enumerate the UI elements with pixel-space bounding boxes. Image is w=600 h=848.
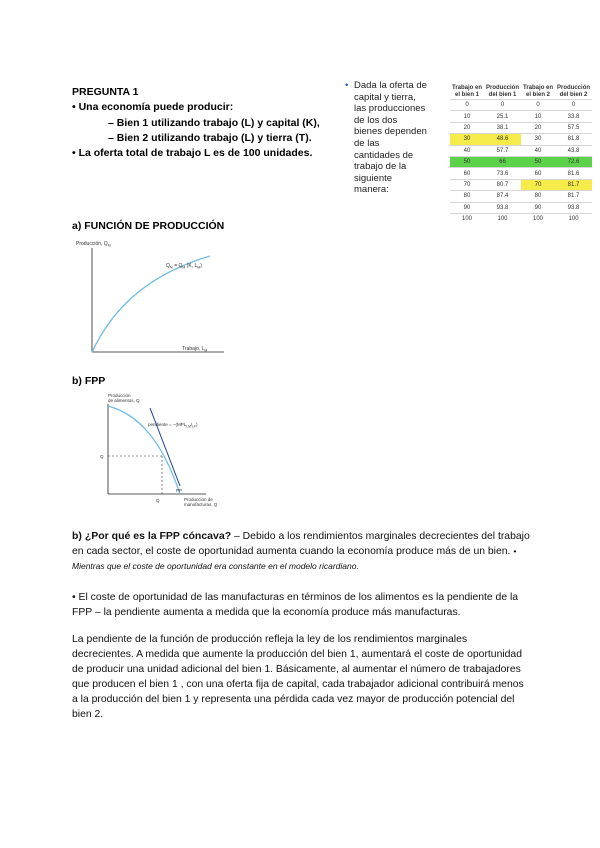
side-note-text: [354, 80, 435, 196]
production-function-paragraph: La pendiente de la función de producción refleja la ley de los rendimientos marginales decrecientes. A medida que aumente la producción del bien 1, aumentará el coste de oportunidad de producir una unidad adicional del bien 1. Básicamente, al aumentar el número de trabajadores que producen el bien 1 , con una oferta fija de capital, cada trabajador adicional contribuirá menos a la producción del bien 1 y representa una pérdida cada vez mayor de producción potencial del bien 2.: [72, 634, 524, 720]
table-body: [450, 100, 592, 225]
table-row: [450, 191, 592, 202]
table-cell: 90: [521, 202, 555, 213]
side-note-line: manera:: [354, 184, 389, 196]
graph-b-ylabel-1: Producción: [108, 393, 131, 398]
graph-b-pp: PP: [176, 488, 183, 493]
ppf-graph: [100, 388, 230, 512]
side-note-line: de las: [354, 137, 380, 149]
table-cell: 100: [450, 213, 484, 224]
table-header-cell: Producción del bien 1: [486, 85, 520, 98]
table-row: [450, 122, 592, 133]
table-row: [450, 145, 592, 156]
table-cell: 0: [450, 100, 484, 111]
question-bullet-3: – Bien 2 utilizando trabajo (L) y tierra (T).: [108, 132, 312, 144]
table-cell: 57.7: [484, 145, 521, 156]
table-header-cell: Trabajo en el bien 1: [452, 85, 483, 98]
table-cell: 70: [521, 179, 555, 190]
table-row: [450, 100, 592, 111]
section-b-title: b) FPP: [72, 375, 106, 387]
table-cell: 0: [484, 100, 521, 111]
opportunity-cost-paragraph: • El coste de oportunidad de las manufacturas en términos de los alimentos es la pendiente de la FPP – la pendiente aumenta a medida que la economía produce más manufacturas.: [72, 592, 519, 618]
graph-b-qf: Q: [100, 454, 104, 459]
table-row: [450, 134, 592, 145]
tangent-line: [150, 408, 180, 486]
table-row: [450, 179, 592, 190]
question-title: PREGUNTA 1: [72, 86, 139, 98]
side-note-bullet: •: [345, 80, 349, 91]
table-row: [450, 213, 592, 224]
table-cell: 10: [521, 111, 555, 122]
table-cell: 40: [450, 145, 484, 156]
table-cell: 73.6: [484, 168, 521, 179]
table-row: [450, 111, 592, 122]
table-cell: 90: [450, 202, 484, 213]
graph-b-slope-label: pendiente = $-(MPL_{LM}/_{LF})$: [148, 422, 198, 429]
table-cell: 80: [521, 191, 555, 202]
production-table: [450, 85, 592, 224]
table-cell: 57.5: [555, 122, 592, 133]
table-cell: 43.8: [555, 145, 592, 156]
table-cell: 70: [450, 179, 484, 190]
table-cell: 0: [521, 100, 555, 111]
table-cell: 100: [555, 213, 592, 224]
table-cell: 20: [450, 122, 484, 133]
table-cell: 50: [450, 156, 484, 167]
graph-b-ylabel-2: de alimentos, Q: [108, 398, 140, 403]
table-cell: 87.4: [484, 191, 521, 202]
table-cell: 81.8: [555, 134, 592, 145]
graph-a-curve-label: $Q_M = Q_M$ (K, $L_M$): [166, 263, 202, 270]
table-cell: 33.8: [555, 111, 592, 122]
table-cell: 20: [521, 122, 555, 133]
why-concave-paragraph: [72, 529, 530, 574]
table-cell: 93.8: [555, 202, 592, 213]
side-note-line: Dada la oferta de: [354, 80, 427, 91]
why-concave-lead: b) ¿Por qué es la FPP cóncava?: [72, 530, 232, 542]
table-cell: 40: [521, 145, 555, 156]
graph-a-xlabel: Trabajo, $L_M$: [182, 346, 208, 353]
section-a-title: a) FUNCIÓN DE PRODUCCIÓN: [72, 220, 225, 232]
table-header-cell: Producción del bien 2: [557, 85, 591, 98]
graph-b-xlabel-1: Producción de: [184, 497, 213, 502]
table-cell: 100: [521, 213, 555, 224]
table-cell: 100: [484, 213, 521, 224]
table-cell: 80: [450, 191, 484, 202]
production-curve: [92, 256, 210, 352]
table-cell: 66: [484, 156, 521, 167]
table-cell: 60: [521, 168, 555, 179]
table-cell: 80.7: [484, 179, 521, 190]
question-bullet-4: • La oferta total de trabajo L es de 100 unidades.: [72, 147, 313, 159]
side-note-line: trabajo de la: [354, 161, 407, 173]
graph-b-xlabel-2: manufacturas, Q: [184, 502, 218, 507]
table-cell: 30: [450, 134, 484, 145]
table-row: [450, 202, 592, 213]
side-note-line: de los dos: [354, 114, 398, 126]
table-cell: 30: [521, 134, 555, 145]
table-cell: 48.6: [484, 134, 521, 145]
side-note-line: capital y tierra,: [354, 91, 416, 103]
table-cell: 50: [521, 156, 555, 167]
table-cell: 93.8: [484, 202, 521, 213]
why-concave-note: • Mientras que el coste de oportunidad era constante en el modelo ricardiano.: [72, 546, 517, 571]
table-cell: 81.7: [555, 179, 592, 190]
ppf-curve: [108, 406, 183, 494]
side-note-line: bienes dependen: [354, 126, 427, 138]
table-row: [450, 156, 592, 167]
table-row: [450, 168, 592, 179]
table-header-row: [450, 85, 592, 100]
side-note-line: las producciones: [354, 103, 426, 115]
side-note: [345, 80, 435, 196]
question-bullet-1: • Una economía puede producir:: [72, 101, 234, 113]
table-cell: 60: [450, 168, 484, 179]
side-note-line: siguiente: [354, 172, 393, 184]
table-cell: 38.1: [484, 122, 521, 133]
question-bullet-2: – Bien 1 utilizando trabajo (L) y capital (K),: [108, 117, 320, 129]
table-cell: 72.6: [555, 156, 592, 167]
graph-b-qm: Q: [156, 498, 160, 503]
production-function-graph: [72, 236, 232, 358]
table-cell: 81.6: [555, 168, 592, 179]
table-header-cell: Trabajo en el bien 2: [523, 85, 554, 98]
table-cell: 0: [555, 100, 592, 111]
table-cell: 10: [450, 111, 484, 122]
graph-a-ylabel: Producción, $Q_M$: [76, 241, 111, 248]
why-concave-text: – Debido a los rendimientos marginales decrecientes del trabajo en cada sector, el coste de oportunidad aumenta cuando la economía produce más de un bien.: [72, 531, 530, 557]
table-cell: 25.1: [484, 111, 521, 122]
table-cell: 81.7: [555, 191, 592, 202]
side-note-line: cantidades de: [354, 149, 414, 161]
